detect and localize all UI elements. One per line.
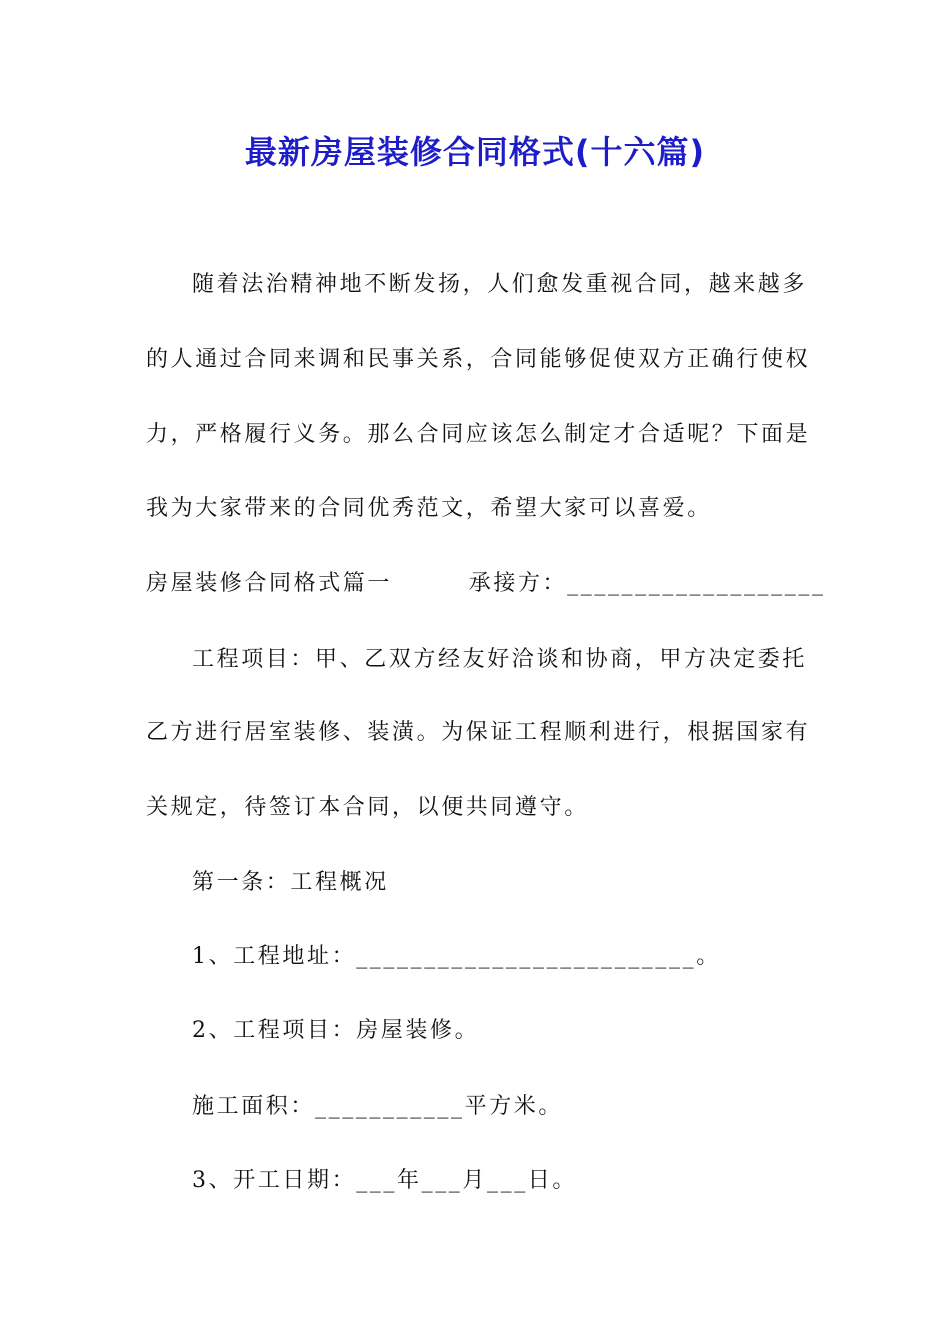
project-line-2: 乙方进行居室装修、装潢。为保证工程顺利进行，根据国家有 — [146, 720, 811, 745]
intro-line-3: 力，严格履行义务。那么合同应该怎么制定才合适呢？下面是 — [146, 422, 811, 447]
intro-line-4: 我为大家带来的合同优秀范文，希望大家可以喜爱。 — [146, 496, 712, 521]
item-start-date: 3、开工日期：___年___月___日。 — [192, 1168, 577, 1193]
project-line-1: 工程项目：甲、乙双方经友好洽谈和协商，甲方决定委托 — [192, 647, 808, 672]
item-area: 施工面积：___________平方米。 — [192, 1094, 564, 1119]
item-address: 1、工程地址：_________________________。 — [192, 944, 721, 969]
article-1-heading: 第一条：工程概况 — [192, 870, 389, 895]
item-project: 2、工程项目：房屋装修。 — [192, 1018, 480, 1043]
intro-line-1: 随着法治精神地不断发扬，人们愈发重视合同，越来越多 — [192, 272, 808, 297]
intro-line-2: 的人通过合同来调和民事关系，合同能够促使双方正确行使权 — [146, 347, 811, 372]
project-line-3: 关规定，待签订本合同，以便共同遵守。 — [146, 795, 589, 820]
section-heading: 房屋装修合同格式篇一 承接方：___________________ — [146, 571, 826, 596]
document-title: 最新房屋装修合同格式(十六篇) — [244, 133, 706, 171]
